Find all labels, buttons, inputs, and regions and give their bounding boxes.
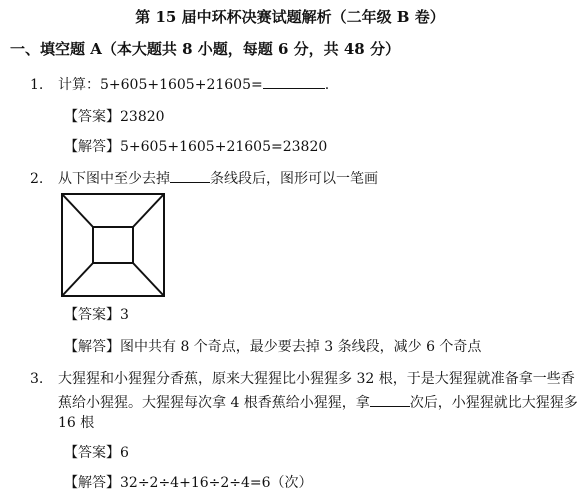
solution-label: 【解答】 — [64, 339, 120, 355]
question-number: 1. — [30, 77, 44, 93]
question-1 — [30, 74, 329, 94]
solution-line — [64, 474, 313, 492]
answer-blank — [370, 392, 410, 407]
solution-text: 32÷2÷4+16÷2÷4=6（次） — [120, 475, 313, 491]
answer-blank — [263, 74, 325, 89]
question-3-line-3: 16 根 — [58, 415, 95, 431]
solution-text: 图中共有 8 个奇点，最少要去掉 3 条线段，减少 6 个奇点 — [120, 339, 482, 355]
answer-line — [64, 306, 129, 324]
question-text: 从下图中至少去掉 — [58, 171, 170, 187]
question-number: 2. — [30, 171, 44, 187]
question-number: 3. — [30, 371, 44, 387]
answer-value: 6 — [120, 445, 129, 461]
question-text: 蕉给小猩猩。大猩猩每次拿 4 根香蕉给小猩猩，拿 — [58, 395, 370, 411]
page-title: 第 15 届中环杯决赛试题解析（二年级 B 卷） — [135, 8, 445, 26]
question-3-line-2 — [58, 392, 578, 412]
answer-value: 3 — [120, 307, 129, 323]
answer-line — [64, 108, 165, 126]
solution-text: 5+605+1605+21605=23820 — [120, 139, 328, 155]
question-text: 计算：5+605+1605+21605= — [58, 77, 263, 93]
diagonal-segment — [62, 263, 93, 296]
answer-label: 【答案】 — [64, 109, 120, 125]
question-text-end: . — [324, 77, 330, 93]
question-text-end: 次后，小猩猩就比大猩猩多 — [409, 395, 578, 411]
question-text-end: 条线段后，图形可以一笔画 — [210, 171, 378, 187]
solution-label: 【解答】 — [64, 139, 120, 155]
section-heading: 一、填空题 A（本大题共 8 小题，每题 6 分，共 48 分） — [10, 40, 400, 58]
inner-square — [93, 227, 133, 263]
solution-line — [64, 138, 327, 156]
solution-label: 【解答】 — [64, 475, 120, 491]
answer-blank — [170, 168, 210, 183]
solution-line — [64, 338, 481, 356]
answer-label: 【答案】 — [64, 445, 120, 461]
diagonal-segment — [133, 194, 164, 227]
diagonal-segment — [62, 194, 93, 227]
square-figure — [60, 192, 166, 298]
question-text: 大猩猩和小猩猩分香蕉，原来大猩猩比小猩猩多 32 根，于是大猩猩就准备拿一些香 — [58, 371, 575, 387]
answer-line — [64, 444, 129, 462]
question-3 — [30, 370, 575, 388]
diagonal-segment — [133, 263, 164, 296]
question-2 — [30, 168, 378, 188]
answer-value: 23820 — [120, 109, 165, 125]
answer-label: 【答案】 — [64, 307, 120, 323]
